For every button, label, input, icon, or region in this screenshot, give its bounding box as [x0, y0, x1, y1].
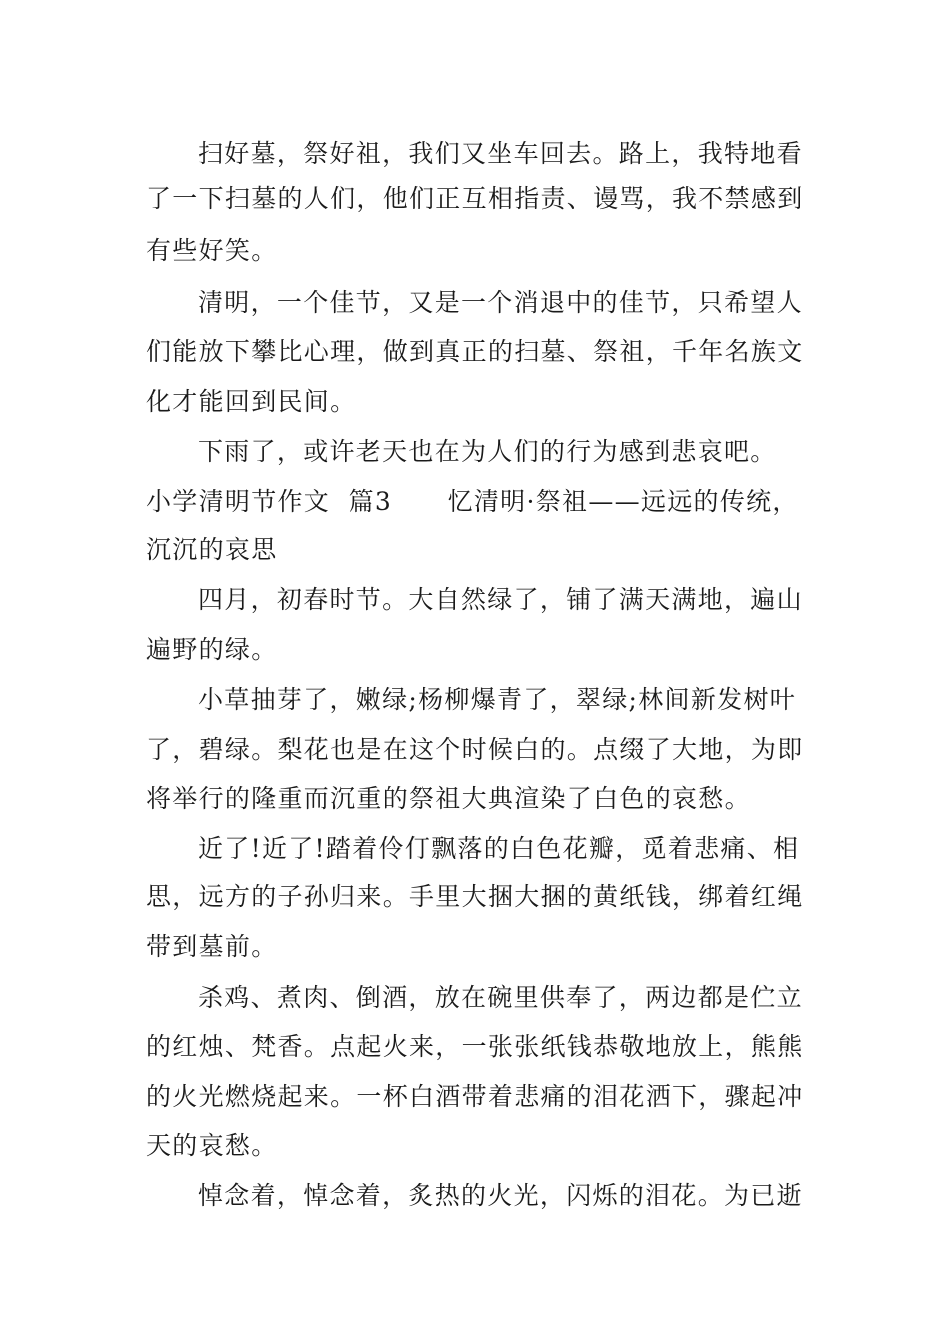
- section-heading: 小学清明节作文 篇3 忆清明·祭祖——远远的传统，: [146, 487, 799, 516]
- paragraph-line: 四月，初春时节。大自然绿了，铺了满天满地，遍山: [198, 585, 803, 614]
- paragraph-line: 遍野的绿。: [146, 635, 278, 664]
- paragraph-line: 了一下扫墓的人们，他们正互相指责、谩骂，我不禁感到: [146, 184, 804, 213]
- paragraph-line: 带到墓前。: [146, 932, 278, 961]
- paragraph-line: 化才能回到民间。: [146, 387, 357, 416]
- paragraph-line: 小草抽芽了，嫩绿;杨柳爆青了，翠绿;林间新发树叶: [198, 685, 797, 714]
- paragraph-line: 清明，一个佳节，又是一个消退中的佳节，只希望人: [198, 288, 803, 317]
- paragraph-line: 的火光燃烧起来。一杯白酒带着悲痛的泪花洒下，骤起冲: [146, 1082, 804, 1111]
- paragraph-line: 了，碧绿。梨花也是在这个时候白的。点缀了大地，为即: [146, 735, 804, 764]
- paragraph-line: 近了!近了!踏着伶仃飘落的白色花瓣，觅着悲痛、相: [198, 834, 800, 863]
- paragraph-line: 杀鸡、煮肉、倒酒，放在碗里供奉了，两边都是伫立: [198, 983, 803, 1012]
- paragraph-line: 天的哀愁。: [146, 1131, 278, 1160]
- paragraph-line: 下雨了，或许老天也在为人们的行为感到悲哀吧。: [198, 437, 777, 466]
- paragraph-line: 扫好墓，祭好祖，我们又坐车回去。路上，我特地看: [198, 139, 803, 168]
- paragraph-line: 将举行的隆重而沉重的祭祖大典渲染了白色的哀愁。: [146, 784, 751, 813]
- section-heading: 沉沉的哀思: [146, 535, 278, 564]
- paragraph-line: 们能放下攀比心理，做到真正的扫墓、祭祖，千年名族文: [146, 337, 804, 366]
- paragraph-line: 有些好笑。: [146, 236, 278, 265]
- paragraph-line: 思，远方的子孙归来。手里大捆大捆的黄纸钱，绑着红绳: [146, 882, 804, 911]
- paragraph-line: 的红烛、梵香。点起火来，一张张纸钱恭敬地放上，熊熊: [146, 1032, 804, 1061]
- paragraph-line: 悼念着，悼念着，炙热的火光，闪烁的泪花。为已逝: [198, 1181, 803, 1210]
